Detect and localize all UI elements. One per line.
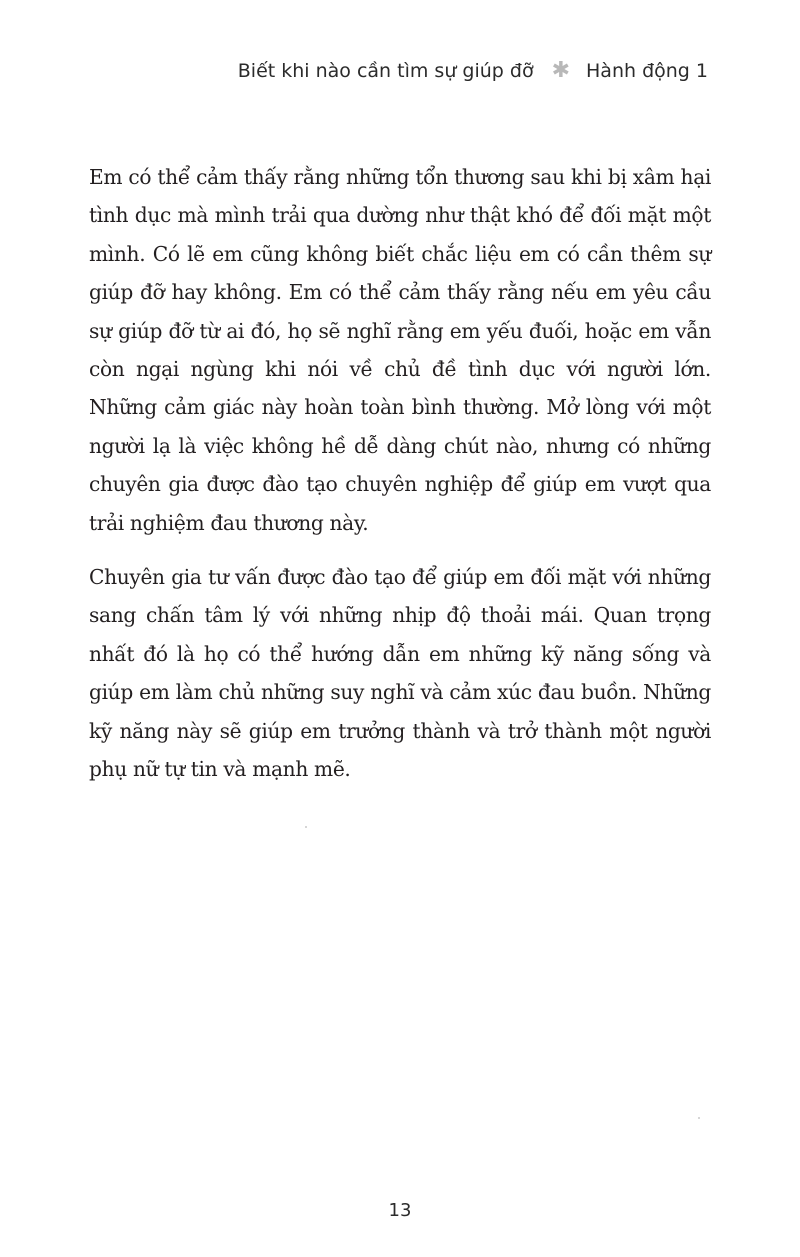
scan-speck <box>305 826 307 828</box>
asterisk-icon: ✱ <box>551 58 571 83</box>
page-number: 13 <box>388 1200 412 1221</box>
scan-speck <box>698 1117 700 1119</box>
paragraph-2: Chuyên gia tư vấn được đào tạo để giúp em đối mặt với những sang chấn tâm lý với những nhịp độ thoải mái. Quan trọng nhất đó là họ có thể hướng dẫn em những kỹ năng sống và giúp em làm chủ những suy nghĩ và cảm xúc đau buồn. Những kỹ năng này sẽ giúp em trưởng thành và trở thành một người phụ nữ tự tin và mạnh mẽ. <box>89 565 711 782</box>
body-text <box>89 158 711 805</box>
running-header <box>238 60 708 82</box>
chapter-title: Biết khi nào cần tìm sự giúp đỡ <box>237 60 534 82</box>
paragraph-1: Em có thể cảm thấy rằng những tổn thương sau khi bị xâm hại tình dục mà mình trải qua dường như thật khó để đối mặt một mình. Có lẽ em cũng không biết chắc liệu em có cần thêm sự giúp đỡ hay không. Em có thể cảm thấy rằng nếu em yêu cầu sự giúp đỡ từ ai đó, họ sẽ nghĩ rằng em yếu đuối, hoặc em vẫn còn ngại ngùng khi nói về chủ đề tình dục với người lớn. Những cảm giác này hoàn toàn bình thường. Mở lòng với một người lạ là việc không hề dễ dàng chút nào, nhưng có những chuyên gia được đào tạo chuyên nghiệp để giúp em vượt qua trải nghiệm đau thương này. <box>89 165 711 535</box>
section-label: Hành động 1 <box>586 60 708 82</box>
